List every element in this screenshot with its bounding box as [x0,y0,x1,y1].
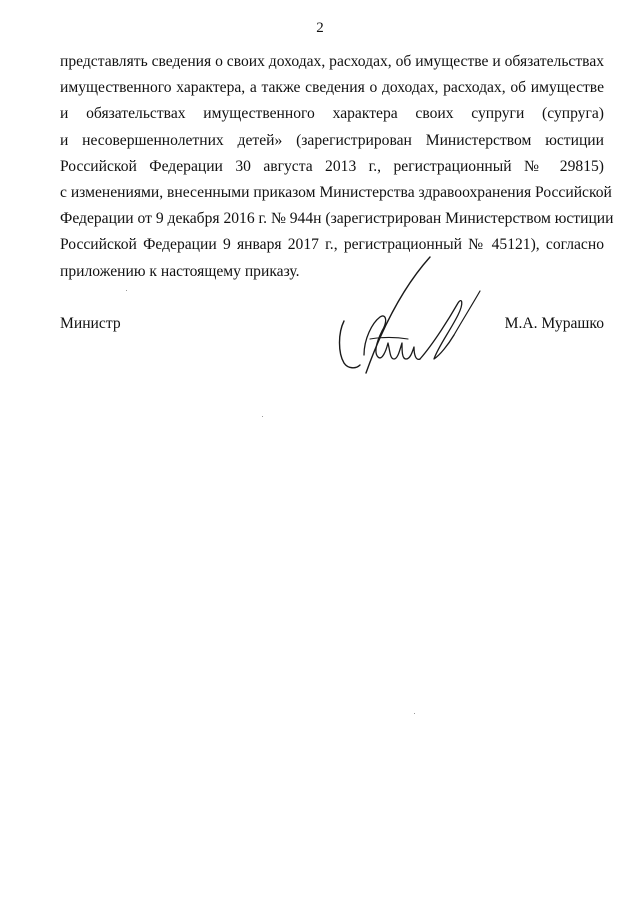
signer-title: Министр [60,315,121,332]
body-line: представлять сведения о своих доходах, расходах, об имуществе и обязательствах [60,53,605,70]
body-line: и несовершеннолетних детей» (зарегистрирован Министерством юстиции [60,131,604,149]
body-line: Российской Федерации 30 августа 2013 г., регистрационный № 29815) [60,157,604,175]
body-line: и обязательствах имущественного характера своих супруги (супруга) [60,105,604,123]
body-line: Российской Федерации 9 января 2017 г., регистрационный № 45121), согласно [60,236,604,254]
page-number: 2 [316,20,324,36]
scan-speck [414,713,415,714]
body-line: Федерации от 9 декабря 2016 г. № 944н (зарегистрирован Министерством юстиции [60,210,614,228]
body-paragraph [60,49,614,285]
body-line-last: приложению к настоящему приказу. [60,262,300,280]
signer-name: М.А. Мурашко [504,315,604,332]
handwritten-signature [330,255,490,380]
body-line: имущественного характера, а также сведения о доходах, расходах, об имуществе [60,79,604,97]
scan-speck [126,290,127,291]
body-line: с изменениями, внесенными приказом Министерства здравоохранения Российской [60,183,612,201]
scan-speck [262,416,263,417]
